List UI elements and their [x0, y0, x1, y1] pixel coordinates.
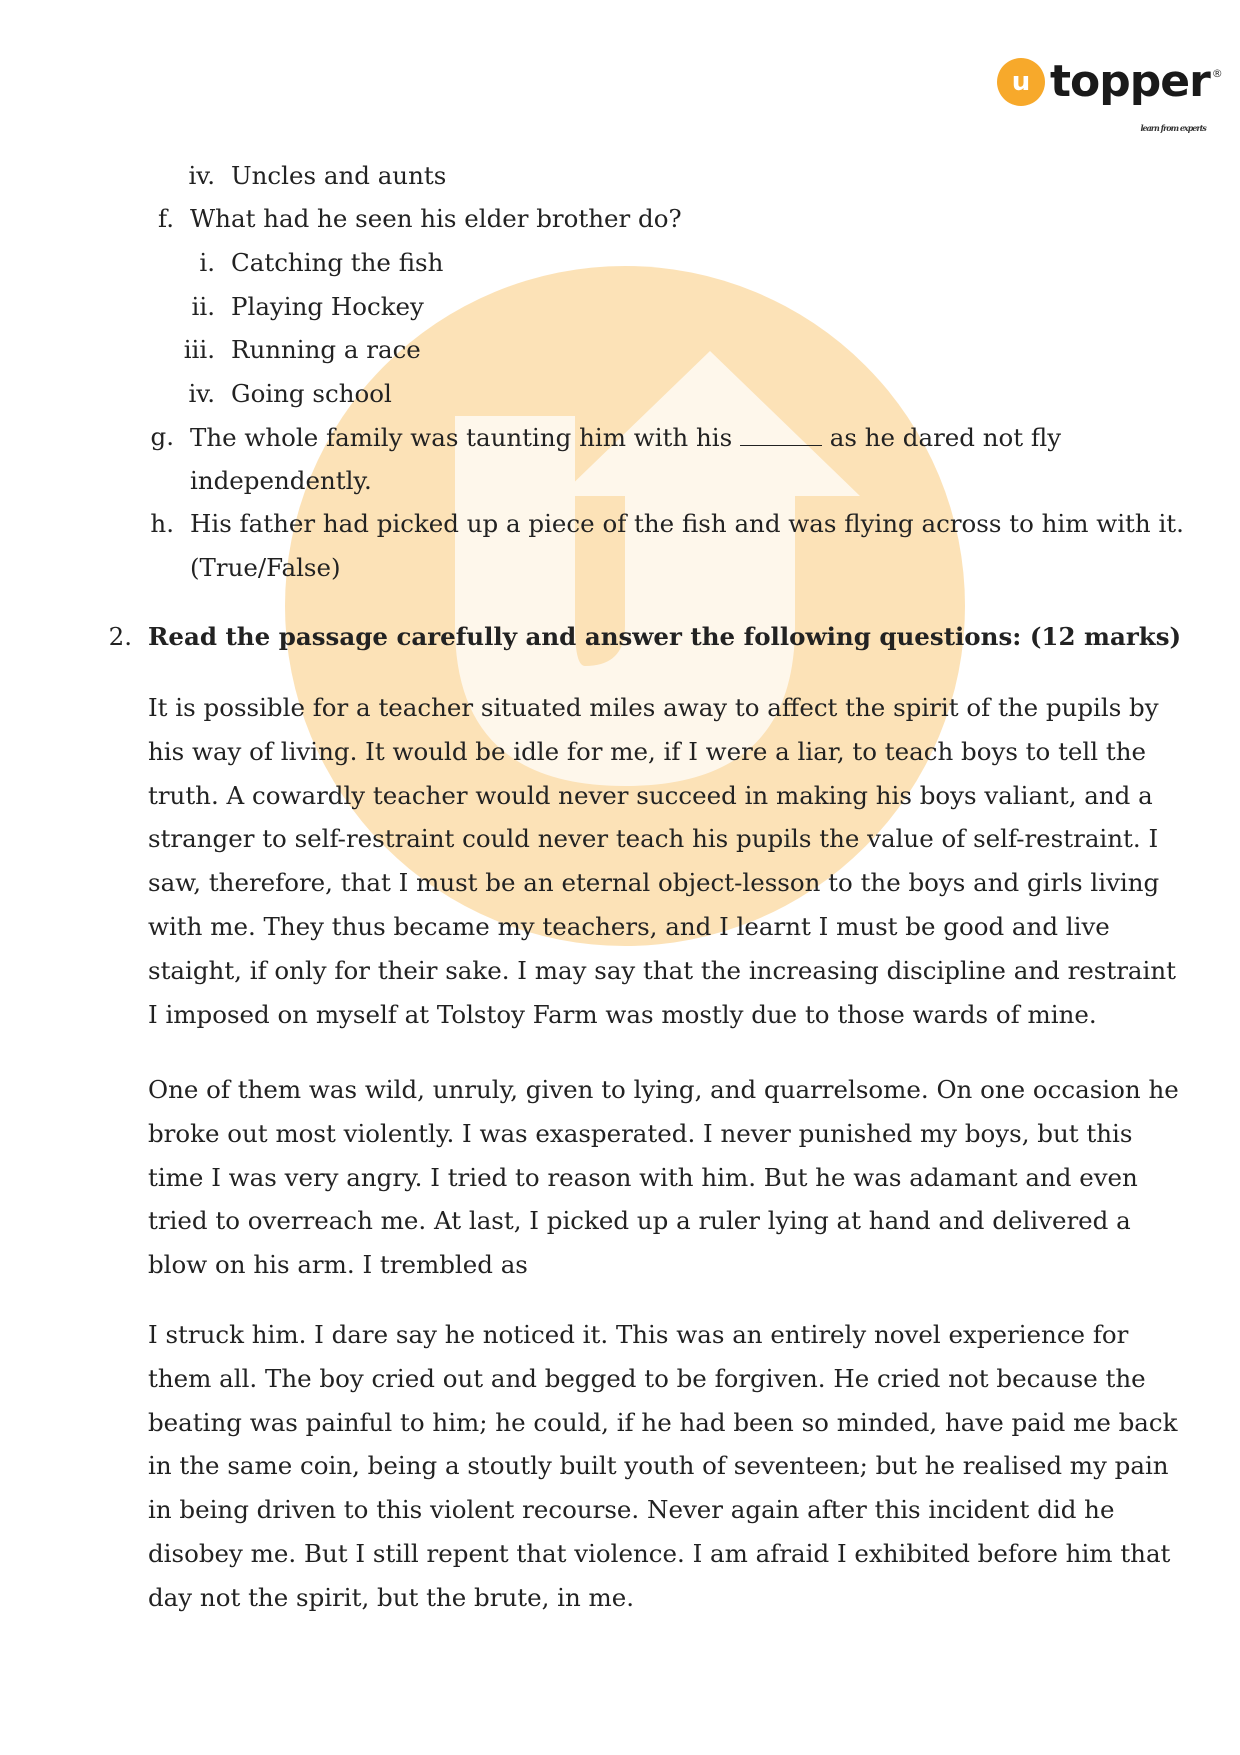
option-text: Playing Hockey [231, 292, 424, 321]
option-text: Catching the fish [231, 248, 444, 277]
section-heading-text: Read the passage carefully and answer the following questions: (12 marks) [148, 622, 1182, 651]
question-number: g. [150, 422, 174, 451]
logo-tagline: learn from experts [1140, 123, 1206, 133]
passage-paragraph-2: One of them was wild, unruly, given to lying, and quarrelsome. On one occasion he broke out most violently. I was exasperated. I never punished my boys, but this time I was very angry. I tried to reason with him. But he was adamant and even tried to overreach me. At last, I picked up a ruler lying at hand and delivered a blow on his arm. I trembled as [148, 1075, 1179, 1280]
question-number: h. [150, 509, 174, 538]
question-text-before: The whole family was taunting him with his [190, 423, 733, 452]
option-text: Going school [231, 379, 392, 408]
option-text: Uncles and aunts [231, 161, 447, 190]
option-text: Running a race [231, 335, 421, 364]
option-number: i. [199, 248, 215, 277]
option-number: iv. [188, 161, 215, 190]
passage-paragraph-1: It is possible for a teacher situated miles away to affect the spirit of the pupils by his way of living. It would be idle for me, if I were a liar, to teach boys to tell the truth. A cowardly teacher would never succeed in making his boys valiant, and a stranger to self-restraint could never teach his pupils the value of self-restraint. I saw, therefore, that I must be an eternal object-lesson to the boys and girls living with me. They thus became my teachers, and I learnt I must be good and live staight, if only for their sake. I may say that the increasing discipline and restraint I imposed on myself at Tolstoy Farm was mostly due to those wards of mine. [148, 693, 1176, 1029]
question-number: f. [158, 204, 174, 233]
question-text: His father had picked up a piece of the fish and was flying across to him with it. [190, 509, 1184, 538]
topper-logo-icon [996, 57, 1046, 107]
registered-mark: ® [1211, 67, 1222, 80]
option-number: iii. [183, 335, 215, 364]
option-number: ii. [191, 292, 215, 321]
question-text-after: as he dared not fly [829, 423, 1062, 452]
logo-wordmark: topper [1050, 56, 1210, 107]
section-number: 2. [108, 622, 132, 651]
question-text: What had he seen his elder brother do? [190, 204, 682, 233]
option-number: iv. [188, 379, 215, 408]
fill-in-blank [740, 415, 822, 446]
question-g-line2: independently. [190, 466, 372, 495]
question-h-line2: (True/False) [190, 553, 341, 582]
passage-paragraph-3: I struck him. I dare say he noticed it. This was an entirely novel experience for them all. The boy cried out and begged to be forgiven. He cried not because the beating was painful to him; he could, if he had been so minded, have paid me back in the same coin, being a stoutly built youth of seventeen; but he realised my pain in being driven to this violent recourse. Never again after this incident did he disobey me. But I still repent that violence. I am afraid I exhibited before him that day not the spirit, but the brute, in me. [148, 1320, 1178, 1612]
brand-logo [996, 52, 1222, 133]
logo-mark-letter: u [1011, 67, 1031, 97]
